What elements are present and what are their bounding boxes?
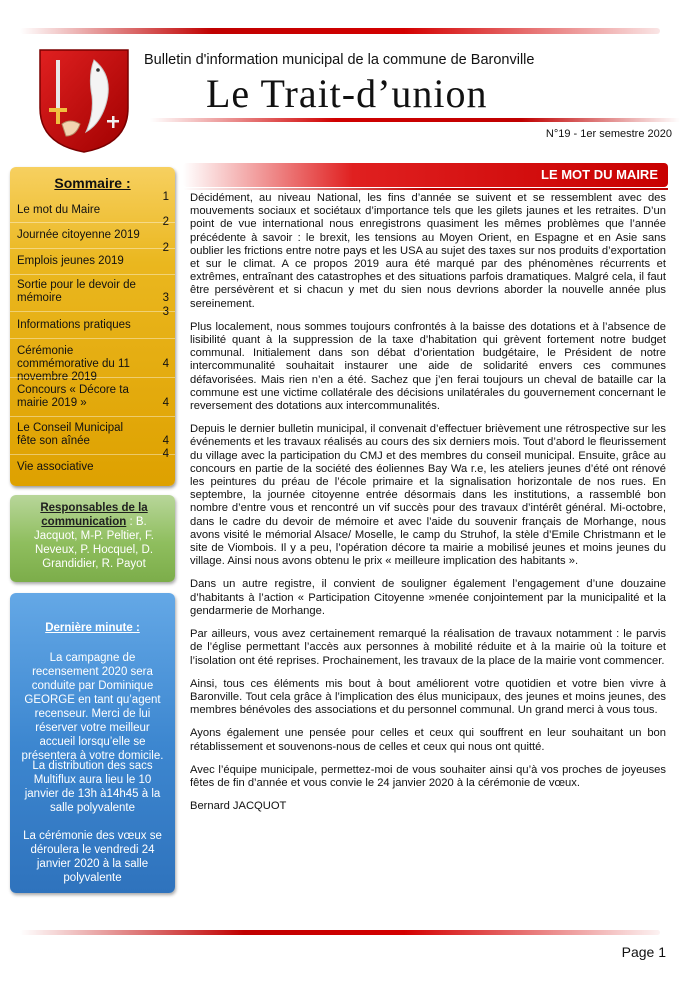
toc-item-label: Vie associative (17, 461, 94, 473)
masthead-rule (150, 118, 680, 122)
toc-item-label: Informations pratiques (17, 319, 131, 331)
toc-item-ceremonie-11-novembre[interactable] (17, 345, 169, 383)
table-of-contents (10, 167, 175, 486)
toc-item-label: Emplois jeunes 2019 (17, 255, 124, 267)
editorial-paragraph: Avec l’équipe municipale, permettez-moi de vous souhaiter ainsi qu’à vos proches de joyeuses fêtes de fin d’année et vous convie le 24 janvier 2020 à la cérémonie de vœux. (190, 763, 666, 789)
toc-item-page: 4 (162, 435, 169, 447)
masthead-title: Le Trait-d’union (206, 71, 488, 116)
editorial-paragraph: Par ailleurs, vous avez certainement remarqué la réalisation de travaux notamment : le parvis de l’église permettant l’accès aux personnes à mobilité réduite et à la mairie où la toiture et l’isolation ont été reprises. Prochainement, les travaux de la place de la mairie vont commencer. (190, 628, 666, 667)
coat-of-arms-icon (36, 46, 132, 154)
toc-item-devoir-de-memoire[interactable] (17, 279, 169, 305)
last-minute-title: Dernière minute : (45, 622, 140, 634)
last-minute-multiflux: La distribution des sacs Multiflux aura lieu le 10 janvier de 13h à14h45 à la salle polyvalente (24, 760, 161, 814)
issue-number: N°19 - 1er semestre 2020 (545, 128, 672, 140)
toc-item-label: Cérémonie commémorative du 11 novembre 2019 (17, 345, 130, 383)
toc-item-page: 4 (162, 397, 169, 409)
bottom-decorative-rule (20, 930, 660, 935)
toc-separator (10, 377, 175, 378)
toc-separator (10, 274, 175, 275)
last-minute-voeux: La cérémonie des vœux se déroulera le vendredi 24 janvier 2020 à la salle polyvalente (23, 830, 162, 884)
last-minute-box (10, 593, 175, 893)
toc-separator (10, 454, 175, 455)
toc-item-page: 4 (162, 358, 169, 370)
toc-item-label: Sortie pour le devoir de mémoire (17, 279, 136, 304)
communication-team-label: Responsables de la communication (40, 502, 148, 528)
editorial-signature: Bernard JACQUOT (190, 800, 287, 813)
editorial-paragraph: Plus localement, nous sommes toujours confrontés à la baisse des dotations et à l’absence de lisibilité quant à la suppression de la taxe d’habitation qui grèvent fortement notre budget communal. Initialement dans son débat d’orientation budgétaire, le Président de notre intercommunalité souhaitait instaurer une aide de solidarité envers ces communes défavorisées. Mais rien n’en a été. Sachez que j’en ferai toujours un cheval de bataille car la commune est une victime collatérale des décisions unilatérales du gouvernement concernant le reversement des dotations aux intercommunalités. (190, 320, 666, 413)
toc-separator (10, 338, 175, 339)
editorial-paragraph: Ayons également une pensée pour celles et ceux qui souffrent en leur souhaitant un bon rétablissement et souvenons-nous de celles et ceux qui nous ont quitté. (190, 727, 666, 753)
toc-item-page: 2 (162, 216, 169, 228)
page-number: Page 1 (621, 944, 666, 960)
toc-separator (10, 248, 175, 249)
editorial-body (190, 192, 666, 823)
section-banner-rule (183, 188, 668, 190)
toc-item-label: Journée citoyenne 2019 (17, 229, 140, 241)
toc-separator (10, 222, 175, 223)
toc-item-concours-decore-ta-mairie[interactable] (17, 384, 169, 410)
top-decorative-rule (20, 28, 660, 34)
toc-item-page: 1 (162, 191, 169, 203)
communication-team-text (20, 501, 168, 571)
editorial-paragraph: Dans un autre registre, il convient de souligner également l’engagement d’une douzaine d’habitants à l’action « Participation Citoyenne »menée conjointement par la municipalité et la gendarmerie de Morhange. (190, 578, 666, 617)
editorial-paragraph: Ainsi, tous ces éléments mis bout à bout améliorent votre quotidien et votre bien vivre à Baronville. Tout cela grâce à l’implication des élus municipaux, des jeunes et moins jeunes, des membres bénévoles des associations et du personnel communal. Un grand merci à vous tous. (190, 677, 666, 717)
toc-item-page: 3 (162, 306, 169, 318)
toc-title: Sommaire : (54, 175, 131, 191)
toc-item-label: Le Conseil Municipal fête son aînée (17, 422, 124, 447)
toc-item-page: 3 (162, 292, 169, 304)
communication-team-box (10, 495, 175, 582)
last-minute-census: La campagne de recensement 2020 sera conduite par Dominique GEORGE en tant qu’agent recenseur. Merci de lui réserver votre meilleur accueil lorsqu’elle se présentera à votre domicile. (21, 652, 164, 762)
toc-separator (10, 311, 175, 312)
editorial-paragraph: Depuis le dernier bulletin municipal, il convenait d’effectuer brièvement une rétrospective sur les événements et les travaux réalisés au cours des six derniers mois. Tout d’abord le fleurissement du village avec la participation du CMJ et des membres du conseil municipal. Ensuite, grâce au concours en partie de la société des éoliennes Bay Wa r.e, les ateliers jeunes d’été ont rénové les peintures du préau de l’école primaire et la signalisation horizontale de nos rues. En septembre, la journée citoyenne entrée désormais dans les institutions, a rassemblé bon nombre d’entre vous et rencontré un vif succès pour des travaux d’intérêt général. Mi-octobre, dans le cadre du devoir de mémoire et avec l’aide du souvenir français de Morhange, nous avons visité le mémorial Alsace/ Moselle, le camp du Struhof, la stèle d’Emile Christmann et le site de Viombois. Il y a peu, l’opération décore ta mairie a mobilisé jeunes et moins jeunes du village. Ainsi nous avons obtenu le prix « meilleure implication des habitants ». (190, 423, 666, 568)
section-heading: LE MOT DU MAIRE (541, 167, 658, 182)
toc-item-label: Le mot du Maire (17, 204, 101, 216)
section-banner (183, 163, 668, 187)
bulletin-subtitle: Bulletin d'information municipal de la commune de Baronville (144, 52, 535, 68)
communication-team-names: : B. Jacquot, M-P. Peltier, F. Neveux, P. Hocquel, D. Grandidier, R. Payot (34, 516, 154, 570)
toc-separator (10, 416, 175, 417)
toc-item-page: 2 (162, 242, 169, 254)
toc-item-page: 4 (162, 448, 169, 460)
editorial-paragraph: Décidément, au niveau National, les fins d’année se suivent et se ressemblent avec des mouvements sociaux et sociétaux d’importance tels que les gilets jaunes et les retraites. D’un point de vue international nous enregistrons quasiment les mêmes problèmes que l’année précédente à savoir : le brexit, les tensions au Moyen Orient, en Espagne et en Asie sans oublier les frictions entre notre pays et les USA au sujet des taxes sur nos produits d’exportation et sur le climat. A ce propos 2019 aura été marqué par des phénomènes récurrents et extrêmes, entraînant des catastrophes et des situations parfois dramatiques. Malgré cela, il faut être persévèrent et si chacun y met du sien nous devrions aborder la nouvelle année plus sereinement. (190, 192, 666, 310)
toc-item-conseil-fete-son-ainee[interactable] (17, 422, 169, 448)
toc-item-label: Concours « Décore ta mairie 2019 » (17, 384, 129, 409)
